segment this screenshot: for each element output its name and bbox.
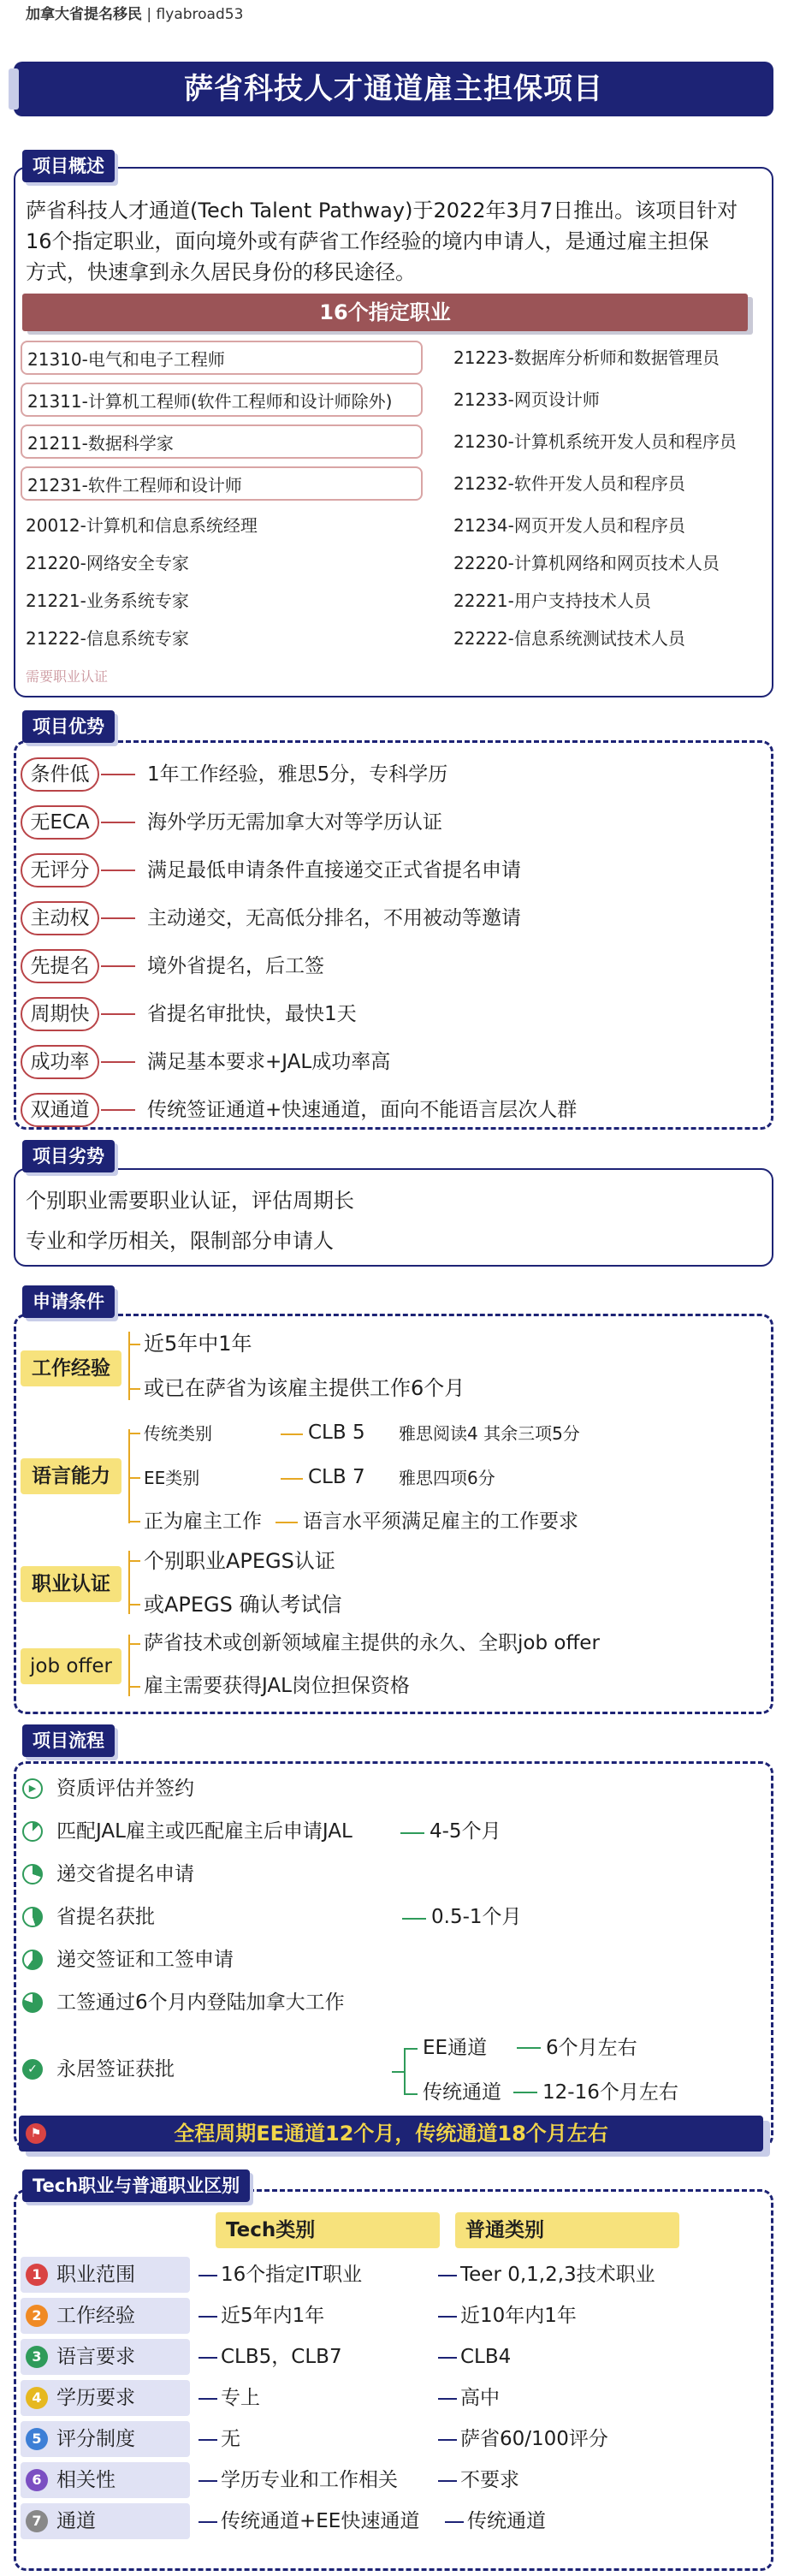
advantage-text: 境外省提名，后工签	[147, 955, 324, 977]
advantage-label: 双通道	[21, 1093, 99, 1127]
advantage-text: 1年工作经验，雅思5分，专科学历	[147, 763, 448, 786]
column-header-tech: Tech类别	[216, 2212, 440, 2248]
connector	[128, 1560, 140, 1562]
connector	[101, 965, 135, 967]
occupation-item: 21311-计算机工程师(软件工程师和设计师除外)	[21, 383, 423, 417]
bracket-line	[128, 1429, 130, 1523]
page-title-banner	[14, 62, 773, 116]
occupation-item: 22221-用户支持技术人员	[453, 591, 651, 611]
page-title: 萨省科技人才通道雇主担保项目	[184, 72, 603, 106]
advantage-label: 无评分	[21, 853, 99, 887]
connector	[198, 2275, 217, 2276]
connector	[128, 1604, 140, 1606]
normal-value: 传统通道	[467, 2510, 546, 2532]
connector	[198, 2480, 217, 2482]
normal-value: CLB4	[460, 2346, 512, 2368]
connector	[438, 2398, 457, 2400]
tech-value: CLB5，CLB7	[221, 2346, 342, 2368]
number-badge: 3	[26, 2346, 48, 2368]
number-badge: 7	[26, 2510, 48, 2532]
summary-bar	[19, 2116, 763, 2152]
occupation-item: 21230-计算机系统开发人员和程序员	[453, 431, 737, 452]
tech-value: 传统通道+EE快速通道	[221, 2510, 420, 2532]
advantage-label: 条件低	[21, 757, 99, 792]
step-time: 0.5-1个月	[431, 1906, 522, 1928]
lang-detail: 雅思阅读4 其余三项5分	[399, 1423, 580, 1444]
tech-value: 近5年内1年	[221, 2305, 325, 2327]
advantage-text: 满足基本要求+JAL成功率高	[147, 1051, 391, 1073]
occupation-item: 22222-信息系统测试技术人员	[453, 628, 685, 649]
advantage-text: 省提名审批快，最快1天	[147, 1003, 357, 1025]
play-icon: ▶	[22, 1778, 43, 1799]
branch-name: EE通道	[423, 2037, 488, 2059]
connector	[445, 2521, 464, 2523]
normal-value: 近10年内1年	[460, 2305, 577, 2327]
row-label: 职业范围	[56, 2264, 135, 2286]
row-label: 评分制度	[56, 2428, 135, 2450]
lang-clb: CLB 7	[308, 1466, 365, 1488]
step-text: 资质评估并签约	[56, 1778, 194, 1800]
occupation-item: 21211-数据科学家	[21, 424, 423, 459]
disadvantage-item: 专业和学历相关，限制部分申请人	[26, 1229, 334, 1253]
connector	[438, 2480, 457, 2482]
occupation-item: 21232-软件开发人员和程序员	[453, 473, 685, 494]
advantage-text: 满足最低申请条件直接递交正式省提名申请	[147, 859, 521, 881]
occupation-item: 21234-网页开发人员和程序员	[453, 515, 685, 536]
connector	[128, 1643, 140, 1645]
occupation-item: 21220-网络安全专家	[26, 553, 189, 573]
summary-text: 全程周期EE通道12个月，传统通道18个月左右	[174, 2122, 608, 2146]
section-tag-disadvantages: 项目劣势	[22, 1140, 115, 1172]
connector	[281, 1478, 303, 1480]
tech-value: 16个指定IT职业	[221, 2264, 363, 2286]
handle-text: flyabroad53	[156, 6, 244, 23]
connector	[101, 822, 135, 823]
connector	[438, 2275, 457, 2276]
branch-time: 6个月左右	[546, 2037, 637, 2059]
advantage-label: 成功率	[21, 1045, 99, 1079]
branch-bracket	[404, 2048, 406, 2094]
advantage-text: 海外学历无需加拿大对等学历认证	[147, 811, 442, 834]
connector	[276, 1522, 298, 1523]
occupation-item: 21223-数据库分析师和数据管理员	[453, 347, 720, 368]
connector	[128, 1433, 140, 1434]
connector	[198, 2521, 217, 2523]
advantage-label: 先提名	[21, 949, 99, 983]
section-tag-requirements: 申请条件	[22, 1285, 115, 1318]
occupation-item: 21231-软件工程师和设计师	[21, 466, 423, 501]
bracket-line	[128, 1332, 130, 1400]
req-label-language: 语言能力	[21, 1458, 121, 1494]
number-badge: 6	[26, 2469, 48, 2491]
lang-requirement: 语言水平须满足雇主的工作要求	[303, 1511, 578, 1533]
progress-icon	[22, 1864, 43, 1885]
flag-icon: ⚑	[26, 2123, 46, 2144]
section-tag-compare: Tech职业与普通职业区别	[22, 2169, 250, 2202]
occupation-item: 20012-计算机和信息系统经理	[26, 515, 258, 536]
connector	[128, 1521, 140, 1522]
connector	[198, 2357, 217, 2359]
progress-icon	[22, 1907, 43, 1927]
normal-value: 不要求	[460, 2469, 519, 2491]
overview-intro-line-3: 方式，快速拿到永久居民身份的移民途径。	[26, 260, 416, 284]
number-badge: 5	[26, 2428, 48, 2450]
overview-intro-line-1: 萨省科技人才通道(Tech Talent Pathway)于2022年3月7日推出。该项目针对	[26, 199, 738, 223]
lang-category: 传统类别	[144, 1423, 212, 1444]
tech-value: 学历专业和工作相关	[221, 2469, 398, 2491]
disadvantage-item: 个别职业需要职业认证，评估周期长	[26, 1189, 354, 1213]
connector	[101, 1013, 135, 1015]
progress-icon	[22, 1821, 43, 1842]
tech-value: 无	[221, 2428, 240, 2450]
connector	[513, 2092, 537, 2093]
section-tag-overview: 项目概述	[22, 150, 115, 182]
lang-category: EE类别	[144, 1468, 200, 1488]
connector	[198, 2398, 217, 2400]
certification-note: 需要职业认证	[26, 668, 109, 685]
header-brand-line	[26, 2, 243, 23]
req-work-line: 近5年中1年	[144, 1332, 252, 1356]
lang-category: 正为雇主工作	[144, 1511, 262, 1533]
connector	[438, 2357, 457, 2359]
connector	[400, 1832, 424, 1834]
req-offer-line: 雇主需要获得JAL岗位担保资格	[144, 1675, 410, 1697]
row-label: 相关性	[56, 2469, 116, 2491]
step-text: 工签通过6个月内登陆加拿大工作	[56, 1991, 345, 2014]
row-label: 通道	[56, 2510, 96, 2532]
step-text: 递交签证和工签申请	[56, 1949, 234, 1971]
number-badge: 1	[26, 2264, 48, 2286]
header-divider: |	[146, 6, 152, 23]
connector	[128, 1388, 140, 1390]
connector	[438, 2316, 457, 2318]
connector	[402, 1918, 426, 1920]
normal-value: 高中	[460, 2387, 500, 2409]
row-label: 工作经验	[56, 2305, 135, 2327]
lang-detail: 雅思四项6分	[399, 1468, 495, 1488]
section-tag-process: 项目流程	[22, 1724, 115, 1757]
connector	[198, 2316, 217, 2318]
connector	[392, 2071, 404, 2073]
advantage-label: 周期快	[21, 997, 99, 1031]
lang-clb: CLB 5	[308, 1422, 365, 1444]
advantages-box	[14, 740, 773, 1130]
connector	[101, 1109, 135, 1111]
connector	[404, 2093, 418, 2095]
connector	[281, 1433, 303, 1435]
progress-icon	[22, 1992, 43, 2013]
number-badge: 2	[26, 2305, 48, 2327]
req-offer-line: 萨省技术或创新领域雇主提供的永久、全职job offer	[144, 1632, 600, 1654]
overview-intro-line-2: 16个指定职业，面向境外或有萨省工作经验的境内申请人，是通过雇主担保	[26, 229, 709, 253]
step-time: 4-5个月	[430, 1820, 501, 1843]
step-text: 永居签证获批	[56, 2058, 175, 2080]
connector	[101, 870, 135, 871]
occupation-item: 21310-电气和电子工程师	[21, 341, 423, 375]
req-label-certification: 职业认证	[21, 1566, 121, 1602]
advantage-label: 无ECA	[21, 805, 99, 840]
advantage-label: 主动权	[21, 901, 99, 935]
req-label-job-offer: job offer	[21, 1648, 121, 1684]
step-text: 省提名获批	[56, 1906, 155, 1928]
req-cert-line: 或APEGS 确认考试信	[144, 1593, 342, 1617]
occupation-item: 21222-信息系统专家	[26, 628, 189, 649]
connector	[198, 2439, 217, 2441]
connector	[517, 2047, 541, 2049]
row-label: 学历要求	[56, 2387, 135, 2409]
occupation-header: 16个指定职业	[22, 294, 748, 331]
normal-value: Teer 0,1,2,3技术职业	[460, 2264, 655, 2286]
advantage-text: 传统签证通道+快速通道，面向不能语言层次人群	[147, 1099, 578, 1121]
req-label-work: 工作经验	[21, 1350, 121, 1386]
advantage-text: 主动递交，无高低分排名，不用被动等邀请	[147, 907, 521, 929]
branch-name: 传统通道	[423, 2081, 501, 2104]
connector	[438, 2439, 457, 2441]
connector	[128, 1477, 140, 1479]
section-tag-advantages: 项目优势	[22, 710, 115, 743]
step-text: 递交省提名申请	[56, 1863, 194, 1885]
connector	[404, 2048, 418, 2050]
req-cert-line: 个别职业APEGS认证	[144, 1549, 335, 1573]
connector	[101, 774, 135, 775]
connector	[128, 1344, 140, 1345]
row-label: 语言要求	[56, 2346, 135, 2368]
check-icon: ✓	[22, 2059, 43, 2080]
connector	[101, 917, 135, 919]
req-work-line: 或已在萨省为该雇主提供工作6个月	[144, 1376, 465, 1400]
connector	[128, 1686, 140, 1688]
normal-value: 萨省60/100评分	[460, 2428, 608, 2450]
brand-text: 加拿大省提名移民	[26, 6, 142, 23]
progress-icon	[22, 1950, 43, 1970]
tech-value: 专上	[221, 2387, 260, 2409]
occupation-item: 21221-业务系统专家	[26, 591, 189, 611]
occupation-item: 21233-网页设计师	[453, 389, 600, 410]
step-text: 匹配JAL雇主或匹配雇主后申请JAL	[56, 1820, 353, 1843]
branch-time: 12-16个月左右	[542, 2081, 678, 2104]
number-badge: 4	[26, 2387, 48, 2409]
column-header-normal: 普通类别	[455, 2212, 679, 2248]
connector	[101, 1061, 135, 1063]
occupation-item: 22220-计算机网络和网页技术人员	[453, 553, 720, 573]
